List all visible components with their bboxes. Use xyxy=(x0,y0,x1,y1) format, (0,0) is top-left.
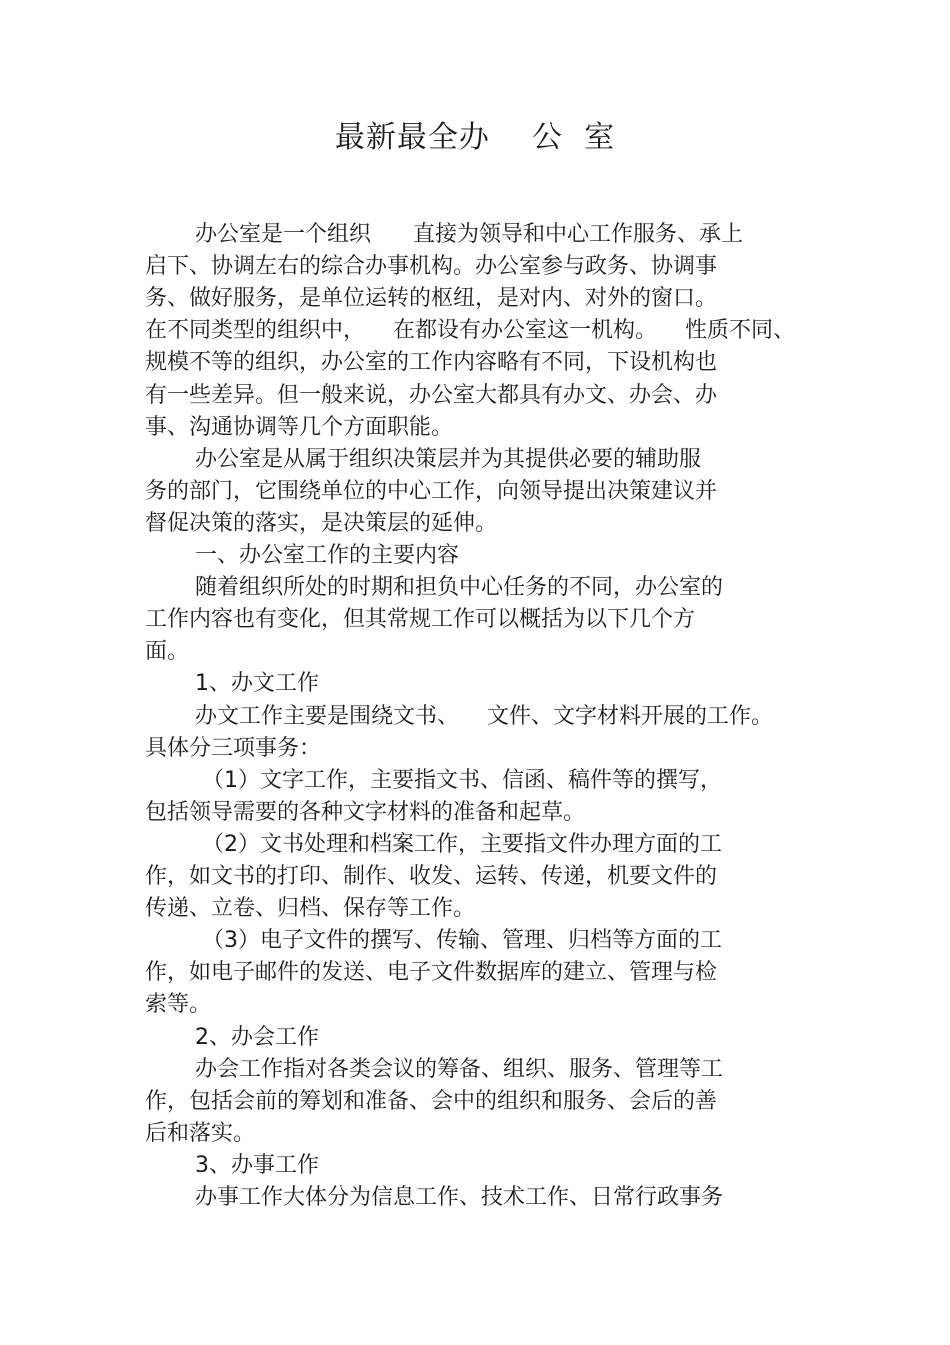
text-line: 作，包括会前的筹划和准备、会中的组织和服务、会后的善 xyxy=(145,1088,718,1114)
text-line: 随着组织所处的时期和担负中心任务的不同，办公室的 xyxy=(195,575,724,601)
text-line: 办会工作指对各类会议的筹备、组织、服务、管理等工 xyxy=(195,1056,724,1082)
text-line: 索等。 xyxy=(145,992,212,1018)
text-line: 有一些差异。但一般来说，办公室大都具有办文、办会、办 xyxy=(145,382,718,408)
text-line: 督促决策的落实，是决策层的延伸。 xyxy=(145,510,498,536)
document-title: 最新最全办 公 室 xyxy=(334,120,616,155)
text-line: 后和落实。 xyxy=(145,1120,256,1146)
text-line: 面。 xyxy=(145,639,190,665)
text-line: 事、沟通协调等几个方面职能。 xyxy=(145,414,454,440)
text-line: 一、办公室工作的主要内容 xyxy=(195,543,460,568)
text-line: 办公室是一个组织 直接为领导和中心工作服务、承上 xyxy=(195,222,743,247)
text-line: 包括领导需要的各种文字材料的准备和起草。 xyxy=(145,799,586,825)
text-line: 务的部门，它围绕单位的中心工作，向领导提出决策建议并 xyxy=(145,478,718,504)
text-line: 具体分三项事务： xyxy=(145,735,322,761)
text-line: 作，如电子邮件的发送、电子文件数据库的建立、管理与检 xyxy=(145,960,718,986)
text-line: （2）文书处理和档案工作，主要指文件办理方面的工 xyxy=(202,831,722,857)
text-line: 务、做好服务，是单位运转的枢纽，是对内、对外的窗口。 xyxy=(145,286,718,312)
text-line: 办事工作大体分为信息工作、技术工作、日常行政事务 xyxy=(195,1185,724,1210)
text-line: 办文工作主要是围绕文书、 文件、文字材料开展的工作。 xyxy=(195,703,773,729)
text-line: （3）电子文件的撰写、传输、管理、归档等方面的工 xyxy=(202,928,722,954)
text-line: 作，如文书的打印、制作、收发、运转、传递，机要文件的 xyxy=(145,864,718,889)
text-line: 传递、立卷、归档、保存等工作。 xyxy=(145,896,476,922)
text-line: 规模不等的组织，办公室的工作内容略有不同，下设机构也 xyxy=(145,350,718,376)
text-line: （1）文字工作，主要指文书、信函、稿件等的撰写， xyxy=(202,767,722,793)
text-line: 启下、协调左右的综合办事机构。办公室参与政务、协调事 xyxy=(145,254,718,280)
text-line: 在不同类型的组织中， 在都设有办公室这一机构。 性质不同、 xyxy=(145,318,795,344)
text-line: 1、办文工作 xyxy=(195,671,319,697)
text-line: 2、办会工作 xyxy=(195,1024,319,1050)
text-line: 办公室是从属于组织决策层并为其提供必要的辅助服 xyxy=(195,446,702,472)
text-line: 工作内容也有变化，但其常规工作可以概括为以下几个方 xyxy=(145,607,696,633)
text-line: 3、办事工作 xyxy=(195,1152,319,1178)
